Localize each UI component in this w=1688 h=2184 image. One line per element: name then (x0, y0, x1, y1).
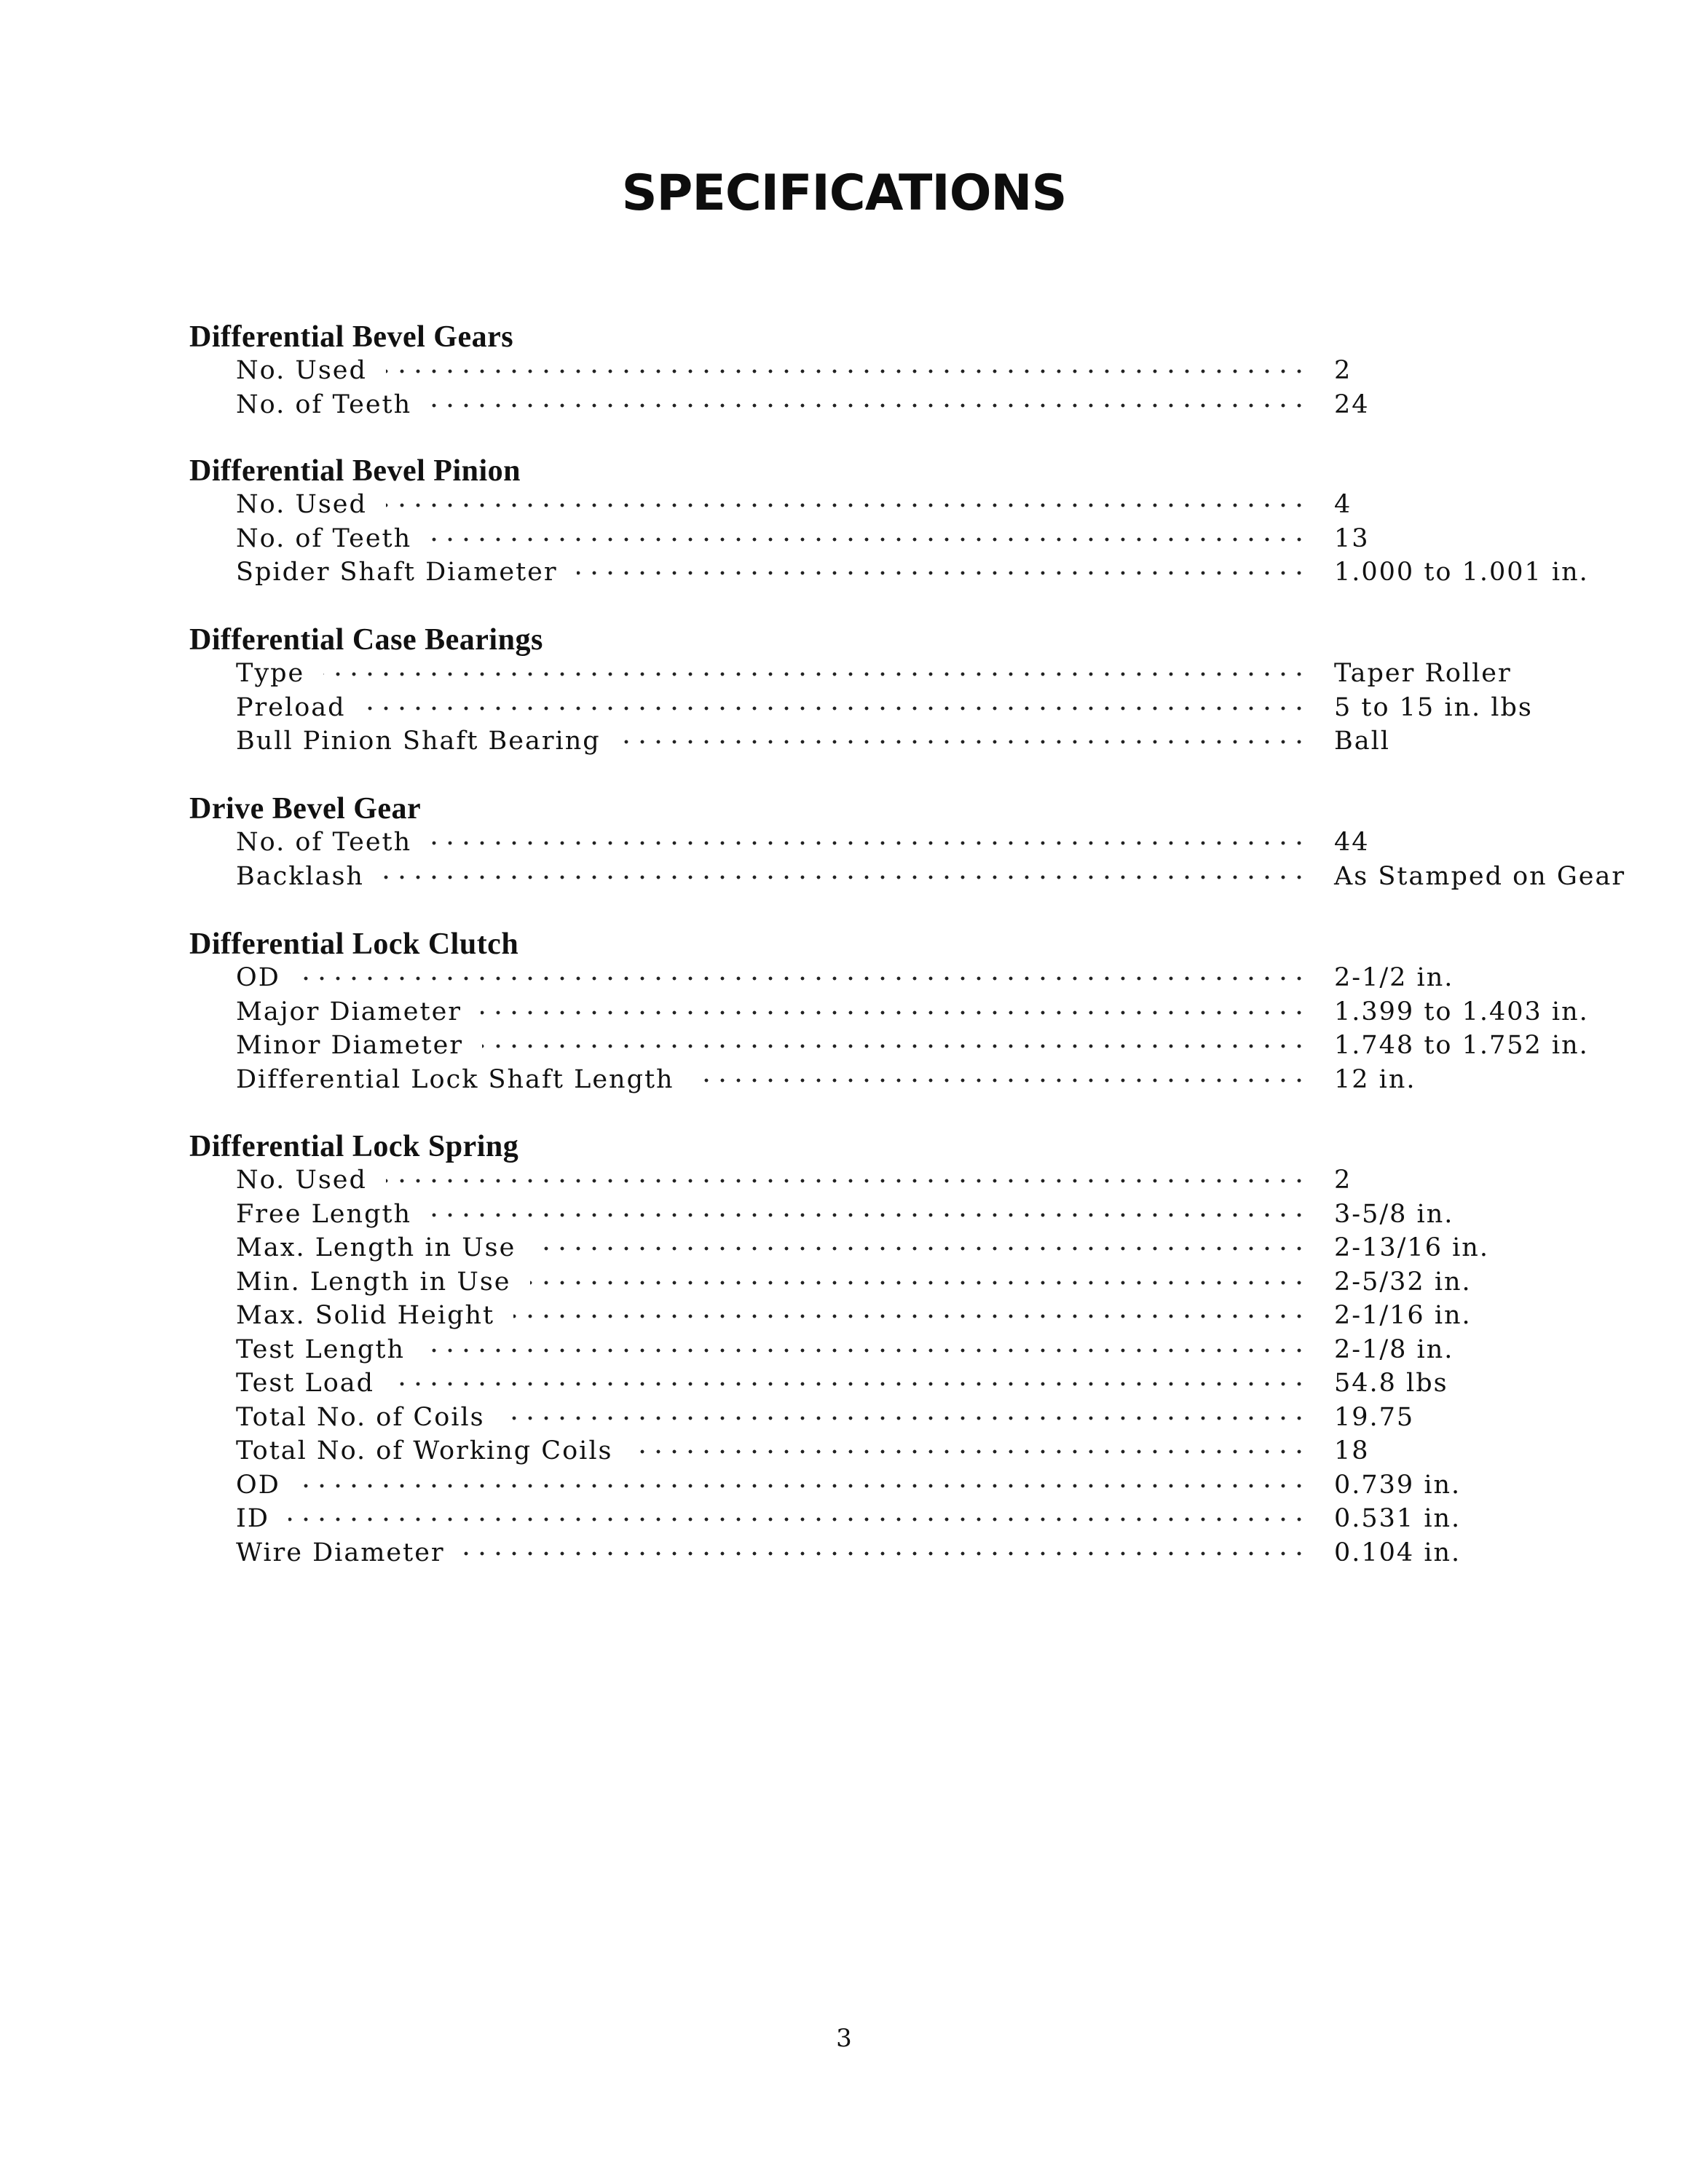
dot-leader (393, 1381, 1307, 1387)
spec-label: No. of Teeth (236, 389, 412, 419)
dot-leader (632, 1449, 1307, 1455)
spec-label: No. Used (236, 1166, 367, 1195)
dot-leader (504, 1415, 1307, 1421)
spec-value: 1.399 to 1.403 in. (1334, 997, 1589, 1026)
spec-value: 2-5/32 in. (1334, 1267, 1472, 1297)
dot-leader (693, 1077, 1307, 1083)
dot-leader (513, 1313, 1307, 1319)
spec-row (189, 1029, 1589, 1063)
spec-value: 0.739 in. (1334, 1470, 1462, 1500)
spec-value: 0.104 in. (1334, 1538, 1462, 1567)
spec-label: Free Length (236, 1199, 412, 1229)
spec-label: Max. Solid Height (236, 1301, 495, 1330)
spec-label: No. Used (236, 356, 367, 385)
spec-row (189, 961, 1500, 995)
dot-leader (481, 1010, 1307, 1016)
spec-row (189, 1366, 1500, 1401)
spec-row (189, 522, 1500, 556)
spec-row (189, 691, 1533, 725)
spec-row (189, 1231, 1500, 1265)
spec-value: 3-5/8 in. (1334, 1199, 1454, 1229)
spec-row (189, 1468, 1500, 1503)
section-heading: Differential Bevel Pinion (189, 454, 521, 488)
spec-row (189, 1536, 1500, 1570)
spec-section-differential-lock-clutch (189, 927, 1589, 1096)
spec-row (189, 1063, 1500, 1097)
spec-label: OD (236, 1470, 280, 1500)
section-heading: Differential Lock Spring (189, 1130, 519, 1163)
spec-value: 2-13/16 in. (1334, 1233, 1489, 1262)
spec-label: Bull Pinion Shaft Bearing (236, 727, 601, 756)
spec-label: Spider Shaft Diameter (236, 558, 558, 587)
dot-leader (535, 1246, 1307, 1251)
dot-leader (386, 502, 1307, 508)
spec-value: Ball (1334, 727, 1390, 756)
spec-value: 5 to 15 in. lbs (1334, 692, 1533, 722)
spec-value: 2 (1334, 1166, 1352, 1195)
spec-label: Test Length (236, 1334, 405, 1364)
spec-value: 2-1/8 in. (1334, 1334, 1454, 1364)
spec-row (189, 1434, 1500, 1468)
spec-row (189, 860, 1626, 894)
spec-value: 12 in. (1334, 1064, 1416, 1094)
dot-leader (464, 1551, 1307, 1556)
dot-leader (383, 874, 1307, 880)
dot-leader (577, 570, 1307, 576)
dot-leader (288, 1516, 1307, 1522)
spec-value: 18 (1334, 1436, 1370, 1465)
spec-label: Test Load (236, 1369, 375, 1398)
spec-value: 1.748 to 1.752 in. (1334, 1031, 1589, 1060)
section-heading: Drive Bevel Gear (189, 792, 422, 826)
spec-row (189, 826, 1500, 860)
spec-label: Min. Length in Use (236, 1267, 511, 1297)
section-heading: Differential Lock Clutch (189, 927, 519, 961)
spec-value: 2-1/2 in. (1334, 963, 1454, 992)
spec-value: Taper Roller (1334, 659, 1512, 688)
dot-leader (424, 1348, 1307, 1353)
dot-leader (430, 1212, 1307, 1218)
spec-row (189, 1333, 1500, 1367)
spec-row (189, 1163, 1500, 1198)
dot-leader (530, 1280, 1307, 1286)
spec-row (189, 1299, 1500, 1333)
spec-row (189, 1198, 1500, 1232)
spec-section-differential-bevel-gears (189, 320, 1500, 422)
spec-value: 4 (1334, 490, 1352, 519)
dot-leader (430, 537, 1307, 542)
spec-value: 44 (1334, 828, 1370, 857)
section-heading: Differential Bevel Gears (189, 320, 514, 354)
spec-label: OD (236, 963, 280, 992)
spec-label: Wire Diameter (236, 1538, 445, 1567)
spec-row (189, 1401, 1500, 1435)
spec-label: Max. Length in Use (236, 1233, 516, 1262)
spec-section-differential-case-bearings (189, 623, 1533, 759)
dot-leader (620, 739, 1307, 745)
spec-row (189, 354, 1500, 388)
spec-row (189, 388, 1500, 422)
spec-value: 2-1/16 in. (1334, 1301, 1472, 1330)
spec-value: 54.8 lbs (1334, 1369, 1448, 1398)
spec-label: Backlash (236, 861, 364, 891)
spec-label: No. of Teeth (236, 523, 412, 553)
dot-leader (365, 705, 1307, 711)
spec-label: Preload (236, 692, 346, 722)
spec-value: 13 (1334, 523, 1370, 553)
spec-row (189, 1265, 1500, 1299)
spec-value: As Stamped on Gear (1334, 861, 1626, 891)
dot-leader (299, 1483, 1307, 1489)
section-heading: Differential Case Bearings (189, 623, 543, 657)
spec-value: 0.531 in. (1334, 1504, 1462, 1533)
spec-label: Differential Lock Shaft Length (236, 1064, 674, 1094)
spec-label: Total No. of Coils (236, 1402, 485, 1432)
spec-label: No. of Teeth (236, 828, 412, 857)
spec-label: Minor Diameter (236, 1031, 464, 1060)
spec-row (189, 1502, 1500, 1536)
spec-label: Major Diameter (236, 997, 462, 1026)
dot-leader (482, 1043, 1307, 1049)
spec-row (189, 995, 1589, 1029)
spec-value: 2 (1334, 356, 1352, 385)
spec-label: No. Used (236, 490, 367, 519)
spec-section-differential-bevel-pinion (189, 454, 1589, 590)
dot-leader (430, 840, 1307, 846)
spec-row (189, 555, 1589, 590)
spec-section-drive-bevel-gear (189, 792, 1626, 893)
spec-value: 24 (1334, 389, 1370, 419)
spec-label: Type (236, 659, 305, 688)
spec-value: 19.75 (1334, 1402, 1415, 1432)
spec-label: ID (236, 1504, 269, 1533)
spec-label: Total No. of Working Coils (236, 1436, 613, 1465)
spec-value: 1.000 to 1.001 in. (1334, 558, 1589, 587)
dot-leader (323, 671, 1307, 677)
dot-leader (386, 368, 1307, 374)
dot-leader (430, 403, 1307, 408)
spec-section-differential-lock-spring (189, 1130, 1500, 1570)
spec-row (189, 488, 1500, 522)
spec-row (189, 657, 1512, 691)
dot-leader (386, 1178, 1307, 1184)
page-title: SPECIFICATIONS (621, 165, 1067, 222)
dot-leader (299, 976, 1307, 981)
page-number: 3 (836, 2024, 852, 2053)
spec-row (189, 724, 1500, 759)
